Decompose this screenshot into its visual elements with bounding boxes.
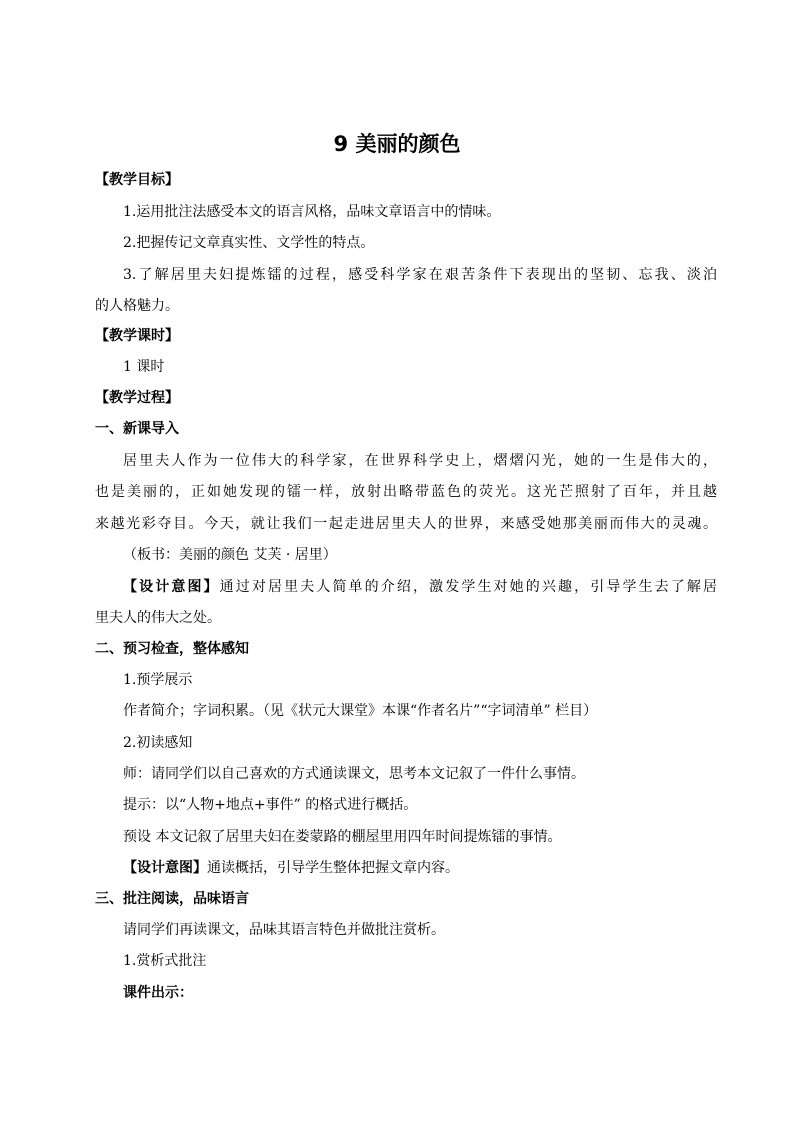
section-2-item-2: 2.初读感知	[123, 735, 193, 751]
section-1-blackboard-note: （板书：美丽的颜色 艾芙 · 居里）	[123, 547, 337, 563]
section-2-item-1-text: 作者简介；字词积累。（见《状元大课堂》本课“作者名片”“字词清单” 栏目）	[123, 703, 598, 719]
design-intent-text: 通读概括，引导学生整体把握文章内容。	[207, 860, 459, 876]
design-intent-label: 【设计意图】	[123, 579, 220, 595]
objective-3-line-1: 3.了解居里夫妇提炼镭的过程，感受科学家在艰苦条件下表现出的坚韧、忘我、淡泊	[123, 267, 717, 283]
section-3-intro: 请同学们再读课文，品味其语言特色并做批注赏析。	[123, 922, 445, 938]
section-1-paragraph-line-1: 居里夫人作为一位伟大的科学家，在世界科学史上，熠熠闪光，她的一生是伟大的，	[123, 453, 717, 469]
document-title: 9 美丽的颜色	[333, 132, 461, 156]
objective-1: 1.运用批注法感受本文的语言风格，品味文章语言中的情味。	[123, 204, 501, 220]
section-1-design-intent-line-1	[123, 577, 717, 597]
section-1-paragraph-line-2: 也是美丽的，正如她发现的镭一样，放射出略带蓝色的荧光。这光芒照射了百年，并且越	[95, 484, 717, 500]
section-2-preset: 预设 本文记叙了居里夫妇在娄蒙路的棚屋里用四年时间提炼镭的事情。	[123, 829, 562, 845]
section-1-heading: 一、新课导入	[95, 421, 179, 437]
objective-3-line-2: 的人格魅力。	[95, 298, 179, 314]
heading-class-hours: 【教学课时】	[95, 328, 179, 344]
section-1-design-intent-line-2: 里夫人的伟大之处。	[95, 610, 221, 626]
section-1-paragraph-line-3: 来越光彩夺目。今天，就让我们一起走进居里夫人的世界，来感受她那美丽而伟大的灵魂。	[95, 516, 717, 532]
section-2-heading: 二、预习检查，整体感知	[95, 641, 249, 657]
heading-teaching-process: 【教学过程】	[95, 390, 179, 406]
design-intent-text: 通过对居里夫人简单的介绍，激发学生对她的兴趣，引导学生去了解居	[219, 579, 718, 595]
section-3-item-1: 1.赏析式批注	[123, 953, 207, 969]
heading-objectives: 【教学目标】	[95, 172, 179, 188]
section-2-teacher-prompt: 师：请同学们以自己喜欢的方式通读课文，思考本文记叙了一件什么事情。	[123, 766, 585, 782]
section-2-hint: 提示：以“人物+地点+事件” 的格式进行概括。	[123, 797, 418, 813]
section-2-item-1: 1.预学展示	[123, 672, 193, 688]
design-intent-label: 【设计意图】	[123, 860, 207, 876]
section-3-courseware-label: 课件出示：	[123, 985, 193, 1001]
section-3-heading: 三、批注阅读，品味语言	[95, 891, 249, 907]
section-2-design-intent	[123, 858, 717, 878]
objective-2: 2.把握传记文章真实性、文学性的特点。	[123, 235, 375, 251]
class-hours-value: 1 课时	[123, 359, 165, 375]
